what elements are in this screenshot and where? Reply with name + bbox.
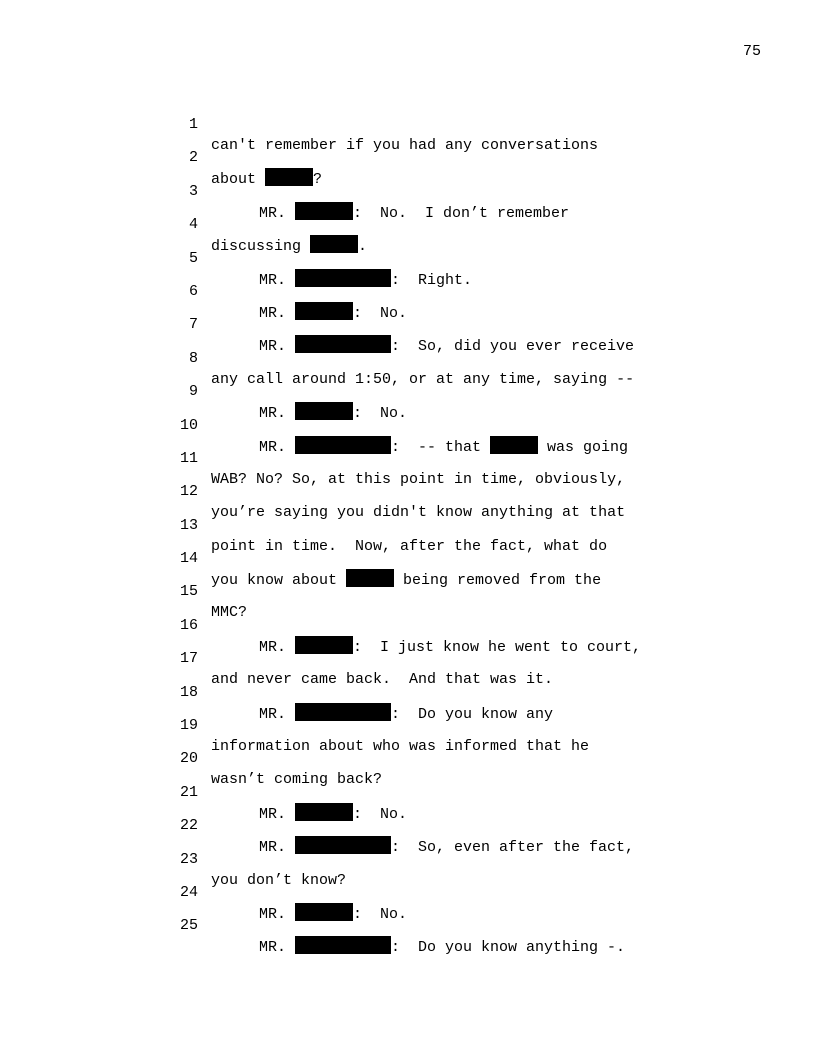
line-text: MMC? xyxy=(211,604,248,622)
line-number: 20 xyxy=(179,750,198,768)
transcript-line xyxy=(0,360,816,423)
page-number: 75 xyxy=(743,43,762,60)
line-text: WAB? No? So, at this point in time, obviously, xyxy=(211,470,626,488)
line-text: MR. : I just know he went to court, xyxy=(211,636,641,658)
transcript-line xyxy=(0,560,816,622)
line-number: 25 xyxy=(179,917,198,935)
transcript-line xyxy=(0,227,816,289)
line-text: wasn’t coming back? xyxy=(211,771,383,789)
line-number: 4 xyxy=(188,216,198,234)
transcript-line xyxy=(0,193,816,256)
line-number: 3 xyxy=(188,182,198,200)
line-number: 19 xyxy=(179,717,198,735)
line-number: 16 xyxy=(179,616,198,634)
line-text: you’re saying you didn't know anything at that xyxy=(211,504,626,522)
transcript-line xyxy=(0,861,816,923)
line-number: 24 xyxy=(179,883,198,901)
line-number: 5 xyxy=(188,249,198,267)
transcript-line xyxy=(0,694,816,756)
line-number: 6 xyxy=(188,282,198,300)
line-number: 7 xyxy=(188,316,198,334)
transcript-line xyxy=(0,93,816,154)
transcript-line xyxy=(0,260,816,322)
line-text: information about who was informed that he xyxy=(211,738,590,756)
transcript-line xyxy=(0,160,816,222)
line-number: 17 xyxy=(179,650,198,668)
transcript-line xyxy=(0,126,816,189)
transcript-line xyxy=(0,527,816,590)
transcript-line xyxy=(0,794,816,857)
transcript xyxy=(0,93,816,957)
line-text: MR. : -- that was going xyxy=(211,436,628,458)
line-number: 1 xyxy=(188,116,198,133)
transcript-line xyxy=(0,661,816,723)
line-number: 21 xyxy=(179,783,198,801)
line-number: 23 xyxy=(179,850,198,868)
line-text: MR. : So, even after the fact, xyxy=(211,836,634,858)
transcript-line xyxy=(0,394,816,456)
line-number: 12 xyxy=(179,483,198,501)
line-text: you don’t know? xyxy=(211,871,347,889)
transcript-line xyxy=(0,293,816,356)
line-text: MR. : Do you know anything -. xyxy=(211,936,625,958)
transcript-line xyxy=(0,627,816,689)
transcript-line xyxy=(0,594,816,656)
transcript-line xyxy=(0,460,816,522)
line-number: 18 xyxy=(179,683,198,701)
line-text: discussing . xyxy=(211,235,367,257)
line-number: 2 xyxy=(188,149,198,167)
line-text: MR. : No. xyxy=(211,302,407,324)
line-text: point in time. Now, after the fact, what do xyxy=(211,537,608,555)
line-number: 15 xyxy=(179,583,198,601)
redaction-box xyxy=(295,936,391,954)
line-number: 11 xyxy=(179,449,198,467)
line-number: 9 xyxy=(188,383,198,401)
line-number: 10 xyxy=(179,416,198,434)
line-number: 8 xyxy=(188,349,198,367)
transcript-line xyxy=(0,427,816,488)
line-text: any call around 1:50, or at any time, saying -- xyxy=(211,370,635,388)
transcript-line xyxy=(0,327,816,388)
line-text: MR. : No. I don’t remember xyxy=(211,202,569,224)
transcript-line xyxy=(0,494,816,555)
line-number: 14 xyxy=(179,550,198,568)
line-text: and never came back. And that was it. xyxy=(211,671,554,689)
transcript-line xyxy=(0,761,816,823)
transcript-line xyxy=(0,727,816,789)
line-text: MR. : Right. xyxy=(211,269,472,291)
line-text: MR. : No. xyxy=(211,903,407,925)
line-text: can't remember if you had any conversations xyxy=(211,137,599,154)
line-text: about ? xyxy=(211,168,322,190)
line-text: MR. : No. xyxy=(211,402,407,424)
line-text: MR. : No. xyxy=(211,803,407,825)
line-text: you know about being removed from the xyxy=(211,569,601,591)
transcript-line xyxy=(0,894,816,957)
line-number: 22 xyxy=(179,817,198,835)
line-number: 13 xyxy=(179,516,198,534)
line-text: MR. : So, did you ever receive xyxy=(211,335,634,357)
transcript-line xyxy=(0,828,816,889)
line-text: MR. : Do you know any xyxy=(211,703,553,725)
